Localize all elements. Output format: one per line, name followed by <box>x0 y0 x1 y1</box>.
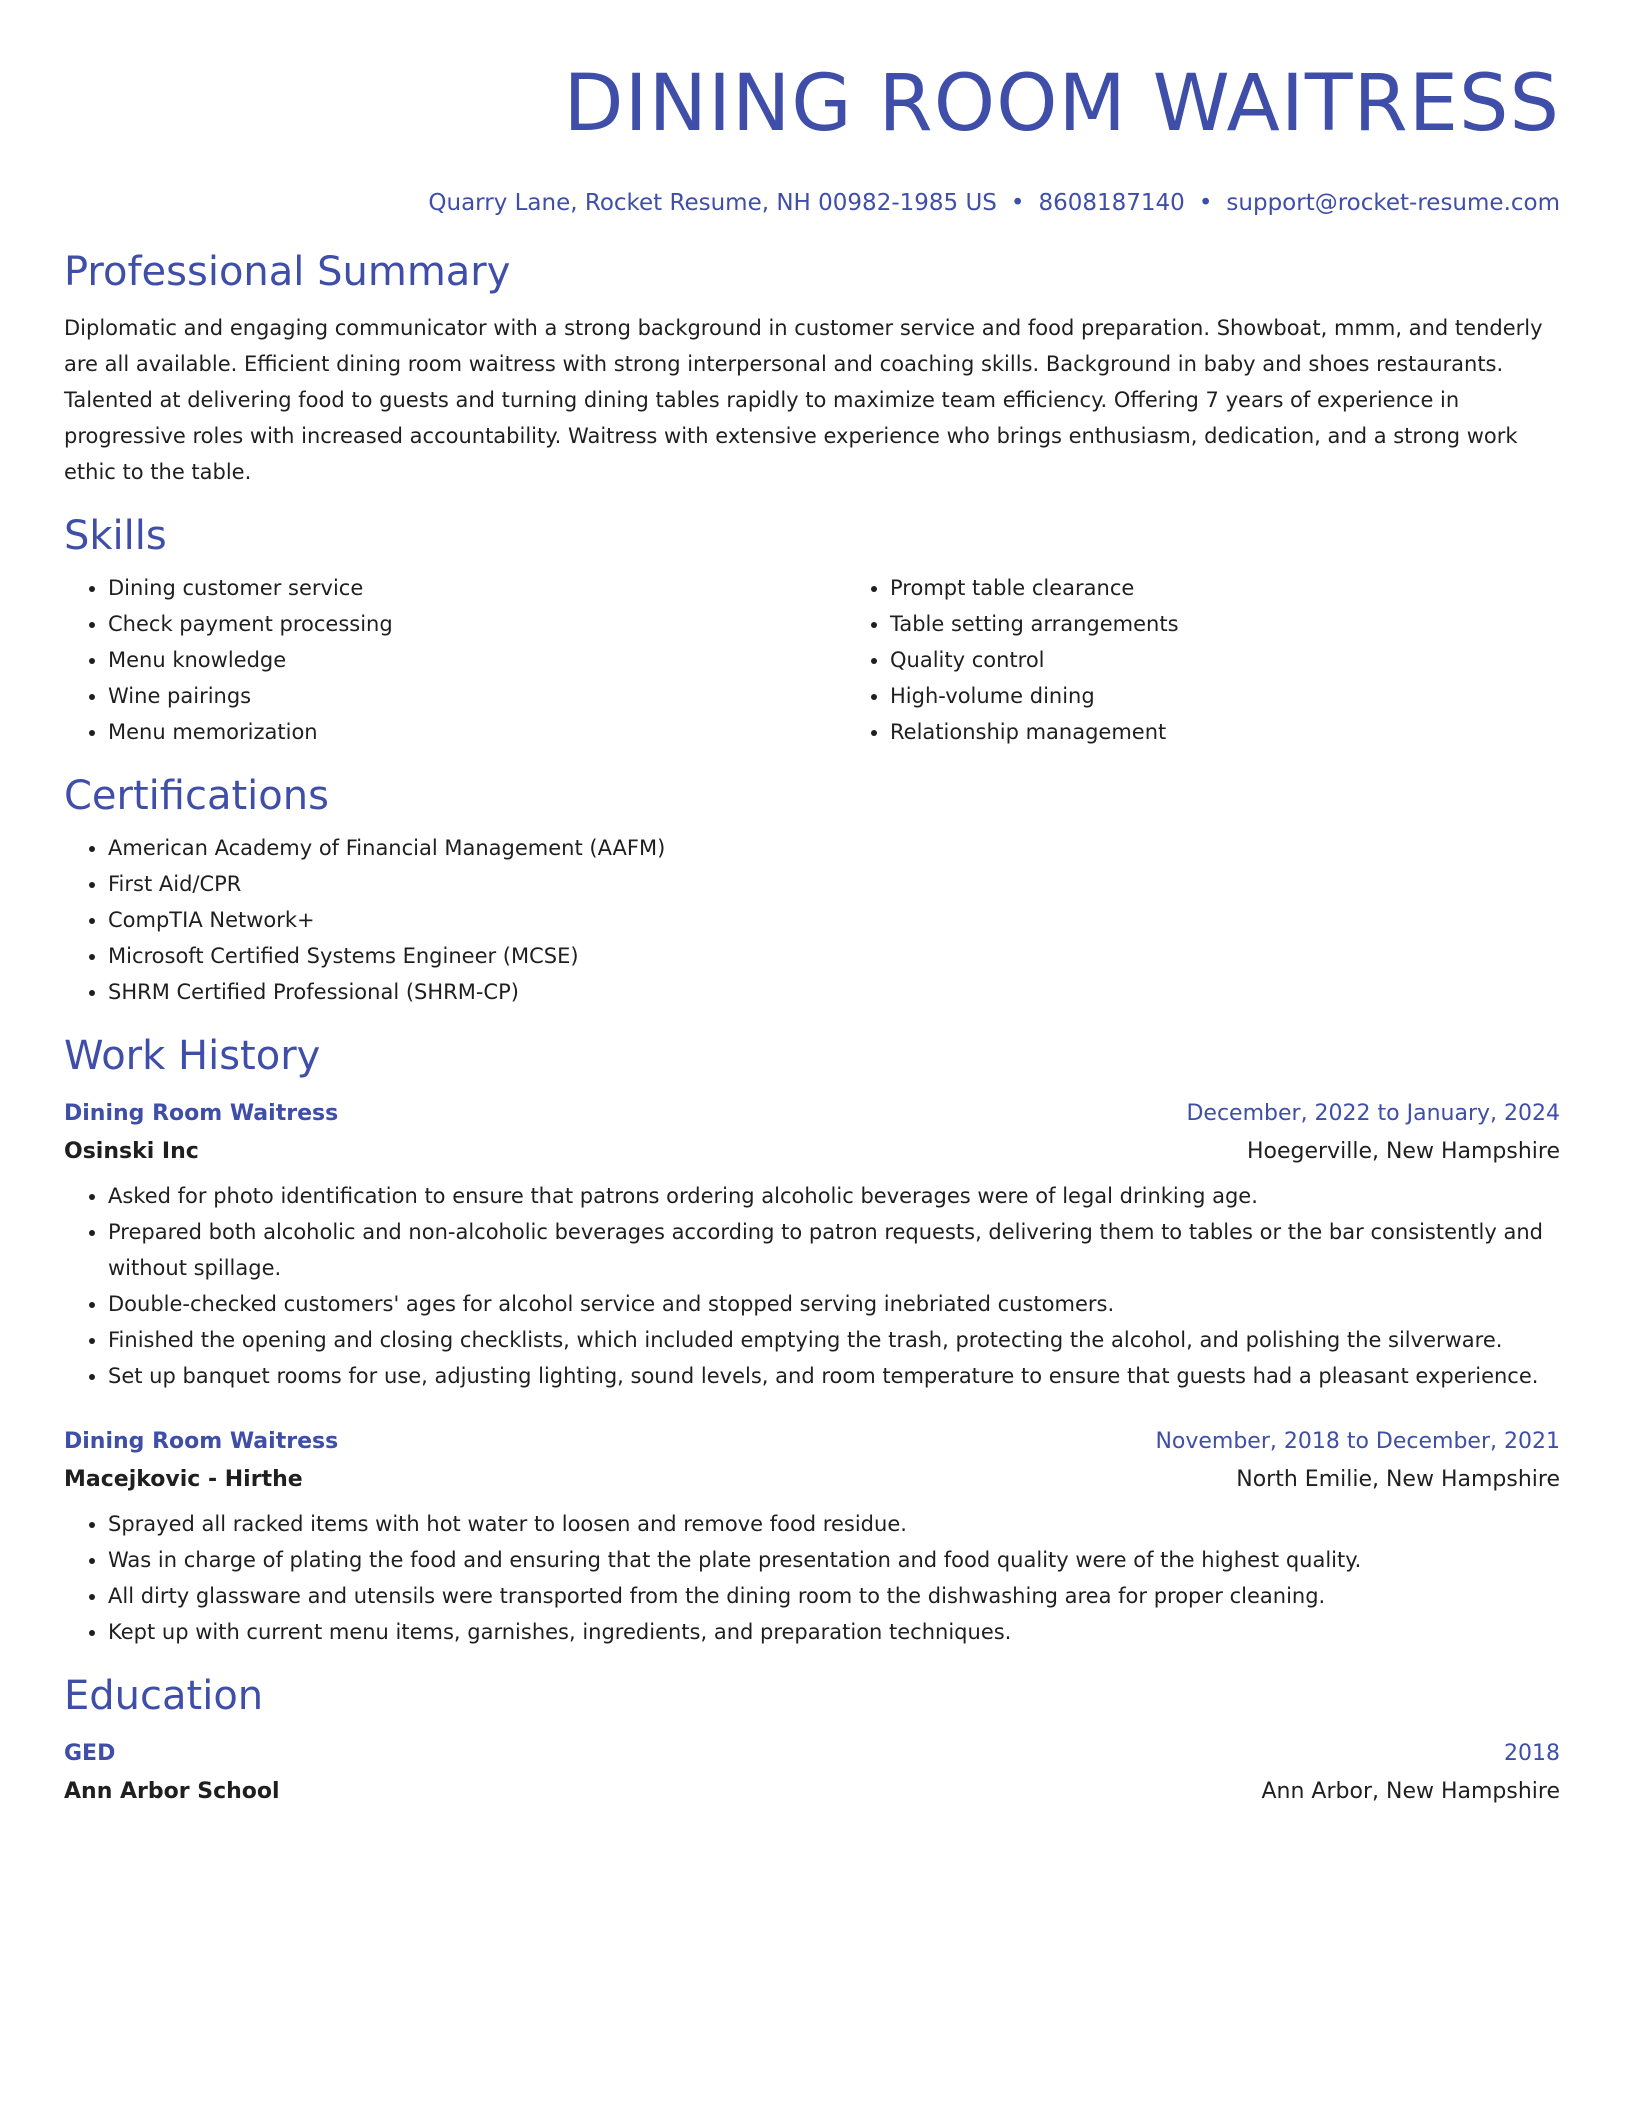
work-history-section <box>64 1030 1560 1650</box>
skill-item: • Relationship management <box>890 714 1628 750</box>
skill-item: • Menu knowledge <box>108 642 846 678</box>
contact-separator: • <box>1010 190 1025 216</box>
job-duty: • All dirty glassware and utensils were transported from the dining room to the dishwashing area for proper cleaning. <box>108 1578 1560 1614</box>
job-duty: • Asked for photo identification to ensure that patrons ordering alcoholic beverages were of legal drinking age. <box>108 1178 1560 1214</box>
job-duty: • Finished the opening and closing checklists, which included emptying the trash, protecting the alcohol, and polishing the silverware. <box>108 1322 1560 1358</box>
skills-heading: Skills <box>64 513 167 559</box>
job-location: Hoegerville, New Hampshire <box>1247 1139 1560 1164</box>
skill-item: • Dining customer service <box>108 570 846 606</box>
job-company-row <box>64 1460 1560 1500</box>
job-duty: • Double-checked customers' ages for alcohol service and stopped serving inebriated customers. <box>108 1286 1560 1322</box>
education-location: Ann Arbor, New Hampshire <box>1261 1779 1560 1804</box>
certification-item: • CompTIA Network+ <box>108 902 1560 938</box>
certification-item: • American Academy of Financial Management (AAFM) <box>108 830 1560 866</box>
job-title: Dining Room Waitress <box>64 1101 339 1126</box>
skills-list-right <box>846 570 1628 750</box>
summary-text: Diplomatic and engaging communicator with a strong background in customer service and food preparation. Showboat, mmm, and tenderly are all available. Efficient dining room waitress with strong interpersonal and coaching skills. Background in baby and shoes restaurants. Talented at delivering food to guests and turning dining tables rapidly to maximize team efficiency. Offering 7 years of experience in progressive roles with increased accountability. Waitress with extensive experience who brings enthusiasm, dedication, and a strong work ethic to the table. <box>64 316 1543 484</box>
contact-email: support@rocket-resume.com <box>1226 190 1560 216</box>
education-section <box>64 1670 1560 1812</box>
skill-item: • Table setting arrangements <box>890 606 1628 642</box>
job-header-row <box>64 1096 1560 1132</box>
skill-item: • Prompt table clearance <box>890 570 1628 606</box>
job-duty: • Kept up with current menu items, garnishes, ingredients, and preparation techniques. <box>108 1614 1560 1650</box>
skill-item: • Wine pairings <box>108 678 846 714</box>
job-dates: December, 2022 to January, 2024 <box>1186 1101 1560 1126</box>
job-duties-list <box>64 1178 1560 1394</box>
contact-phone: 8608187140 <box>1038 190 1185 216</box>
education-school-row <box>64 1772 1560 1812</box>
certification-item: • First Aid/CPR <box>108 866 1560 902</box>
skills-grid <box>64 562 1560 750</box>
job-duties-list <box>64 1506 1560 1650</box>
job-company: Osinski Inc <box>64 1139 199 1164</box>
resume-header <box>64 0 1560 218</box>
job-dates: November, 2018 to December, 2021 <box>1155 1429 1560 1454</box>
skills-list-left <box>64 570 846 750</box>
job-location: North Emilie, New Hampshire <box>1236 1467 1560 1492</box>
skills-section <box>64 510 1560 750</box>
skill-item: • Menu memorization <box>108 714 846 750</box>
job-entry <box>64 1424 1560 1650</box>
skill-item: • Quality control <box>890 642 1628 678</box>
job-duty: • Prepared both alcoholic and non-alcoholic beverages according to patron requests, delivering them to tables or the bar consistently and without spillage. <box>108 1214 1560 1286</box>
job-duty: • Sprayed all racked items with hot water to loosen and remove food residue. <box>108 1506 1560 1542</box>
resume-page <box>64 0 1560 1812</box>
job-duty: • Set up banquet rooms for use, adjusting lighting, sound levels, and room temperature to ensure that guests had a pleasant experience. <box>108 1358 1560 1394</box>
summary-section <box>64 246 1560 490</box>
work-history-heading: Work History <box>64 1033 321 1079</box>
resume-name: DINING ROOM WAITRESS <box>563 59 1560 149</box>
certifications-heading: Certifications <box>64 773 329 819</box>
contact-separator: • <box>1198 190 1213 216</box>
certification-item: • SHRM Certified Professional (SHRM-CP) <box>108 974 1560 1010</box>
certifications-section <box>64 770 1560 1010</box>
job-title: Dining Room Waitress <box>64 1429 339 1454</box>
education-year: 2018 <box>1504 1741 1560 1766</box>
skill-item: • High-volume dining <box>890 678 1628 714</box>
contact-line <box>64 188 1560 218</box>
contact-address: Quarry Lane, Rocket Resume, NH 00982-1985 US <box>428 190 997 216</box>
job-company: Macejkovic - Hirthe <box>64 1467 303 1492</box>
summary-heading: Professional Summary <box>64 249 511 295</box>
job-duty: • Was in charge of plating the food and ensuring that the plate presentation and food quality were of the highest quality. <box>108 1542 1560 1578</box>
education-entry <box>64 1736 1560 1812</box>
job-company-row <box>64 1132 1560 1172</box>
certifications-list <box>64 830 1560 1010</box>
education-degree: GED <box>64 1741 116 1766</box>
education-heading: Education <box>64 1673 264 1719</box>
job-header-row <box>64 1424 1560 1460</box>
job-entry <box>64 1096 1560 1394</box>
certification-item: • Microsoft Certified Systems Engineer (MCSE) <box>108 938 1560 974</box>
education-school: Ann Arbor School <box>64 1779 280 1804</box>
education-header-row <box>64 1736 1560 1772</box>
skill-item: • Check payment processing <box>108 606 846 642</box>
